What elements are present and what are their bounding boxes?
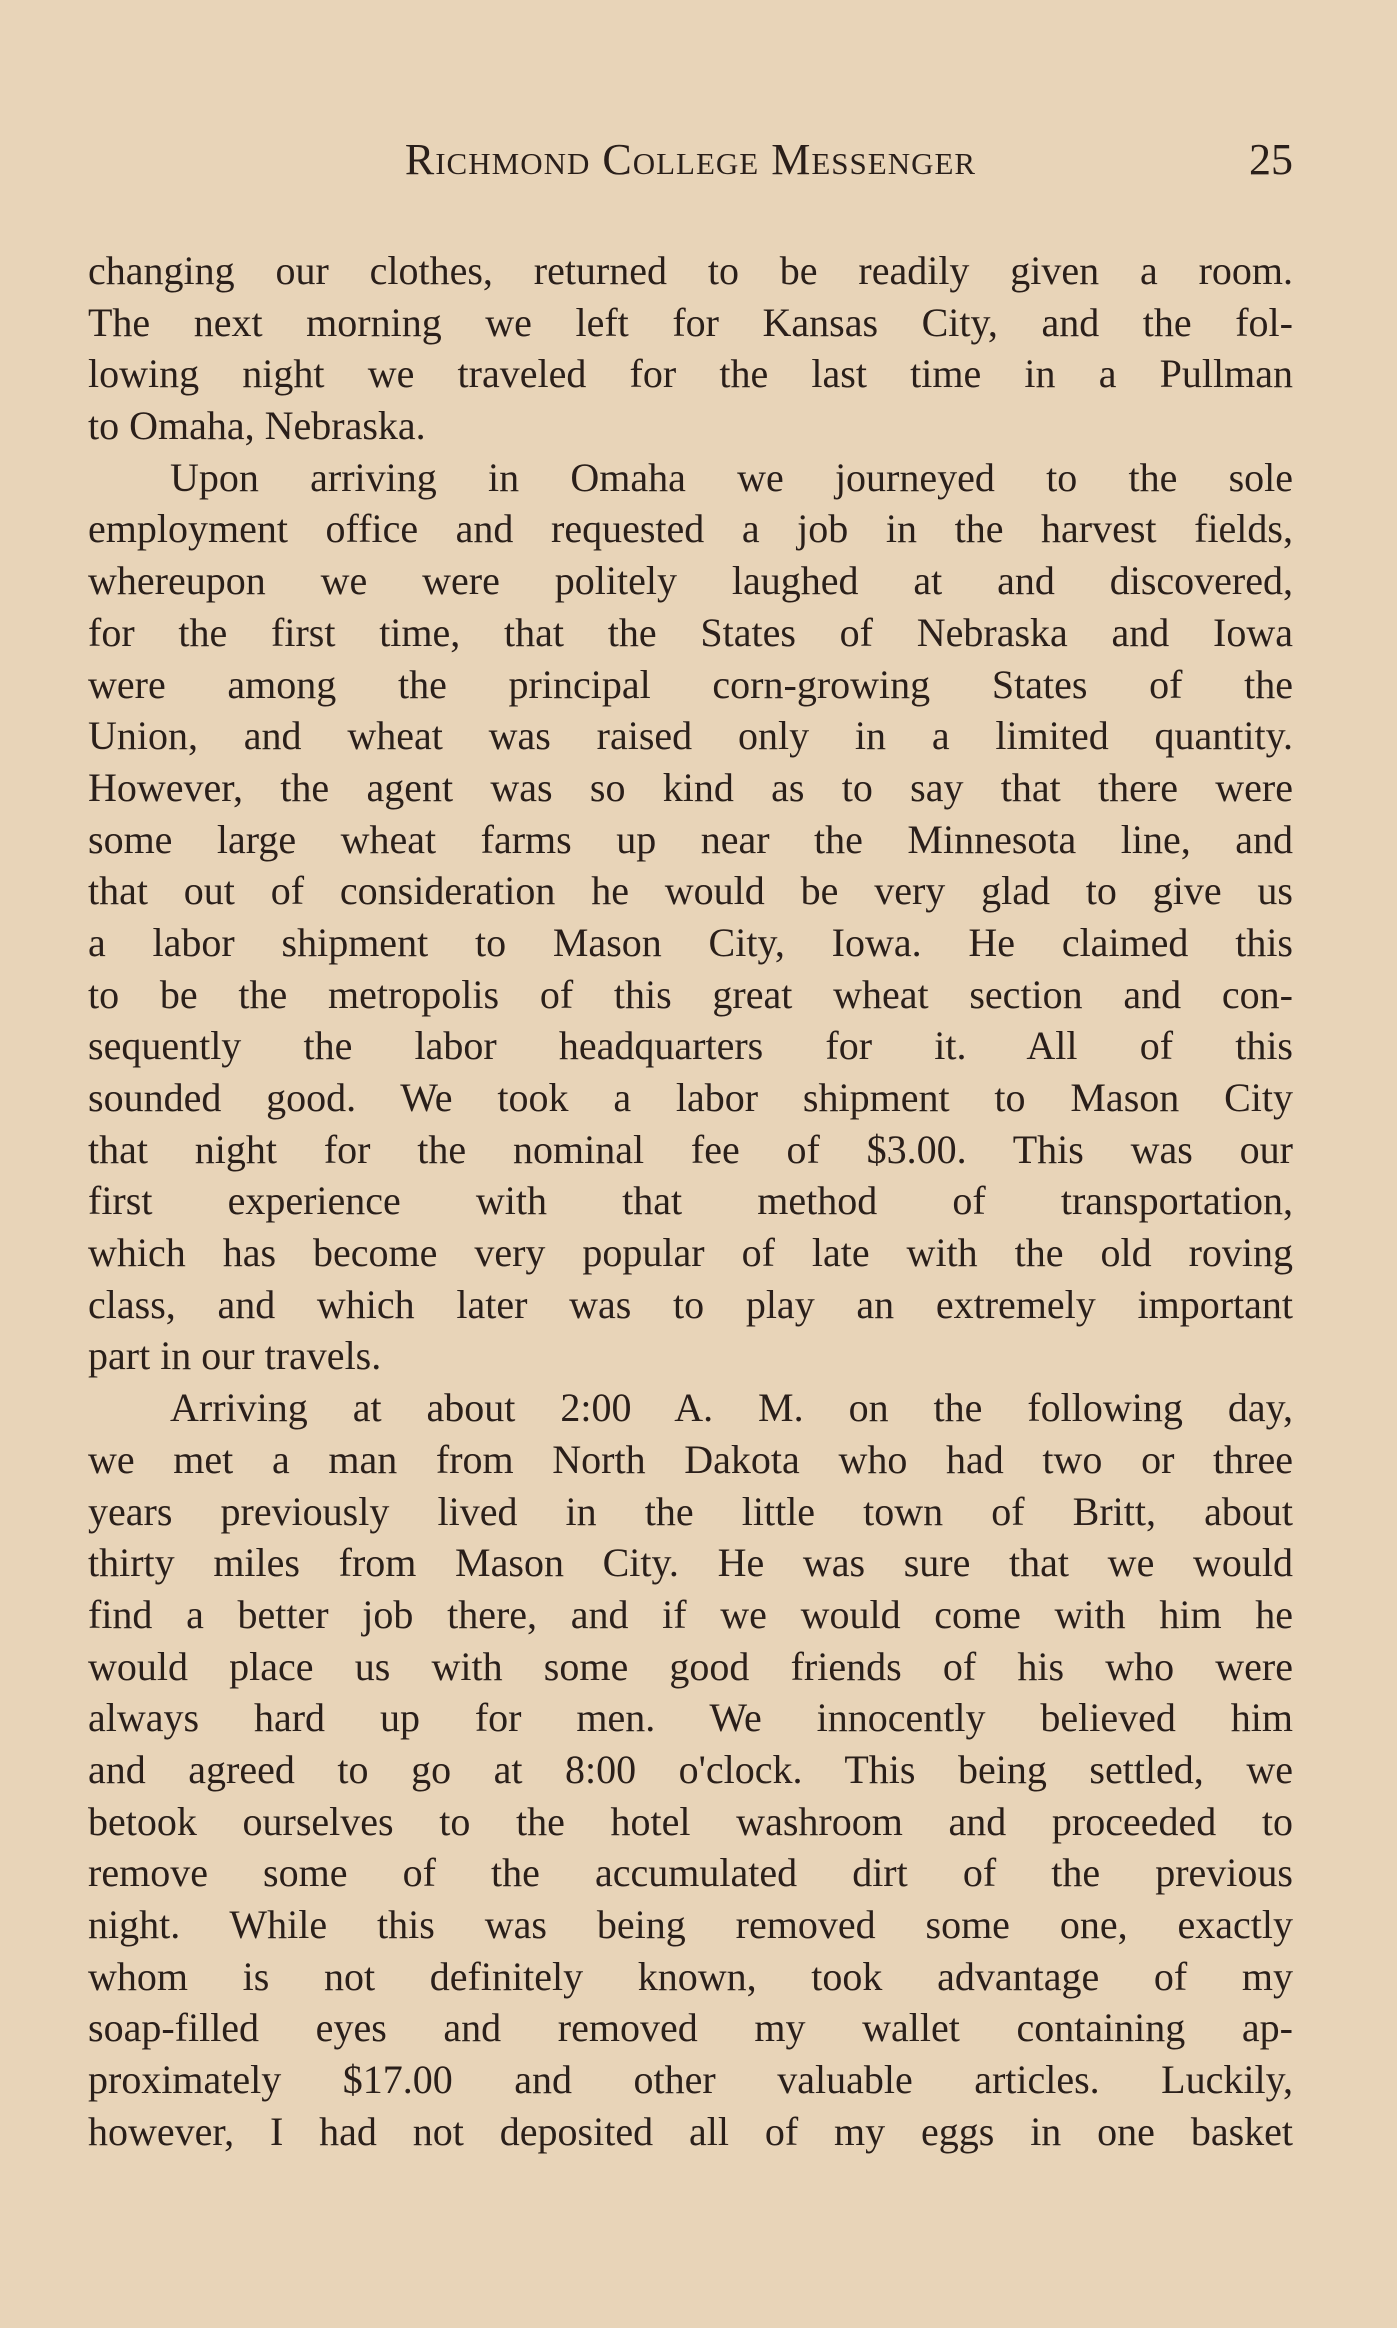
text-line: Arriving at about 2:00 A. M. on the following day,	[170, 1385, 1293, 1431]
text-line: sounded good. We took a labor shipment to Mason City	[88, 1075, 1293, 1120]
text-line: always hard up for men. We innocently believed him	[88, 1695, 1293, 1741]
text-line: some large wheat farms up near the Minnesota line, and	[88, 816, 1293, 862]
text-line: The next morning we left for Kansas City, and the fol-	[88, 299, 1293, 345]
text-line: lowing night we traveled for the last time in a Pullman	[88, 351, 1293, 397]
text-line: betook ourselves to the hotel washroom and proceeded to	[88, 1798, 1293, 1844]
text-line: we met a man from North Dakota who had two or three	[88, 1436, 1293, 1482]
text-line: which has become very popular of late with the old roving	[88, 1230, 1293, 1276]
text-line: however, I had not deposited all of my eggs in one basket	[88, 2108, 1293, 2154]
text-line: a labor shipment to Mason City, Iowa. He claimed this	[88, 919, 1293, 965]
text-line: employment office and requested a job in the harvest fields,	[88, 506, 1293, 552]
text-line: find a better job there, and if we would come with him he	[88, 1591, 1293, 1637]
text-line: for the first time, that the States of Nebraska and Iowa	[88, 609, 1293, 655]
text-line: first experience with that method of transportation,	[88, 1178, 1293, 1224]
text-line: thirty miles from Mason City. He was sure that we would	[88, 1540, 1293, 1586]
text-line: class, and which later was to play an extremely important	[88, 1281, 1293, 1327]
text-line: whom is not definitely known, took advantage of my	[88, 1953, 1293, 1999]
text-line: changing our clothes, returned to be readily given a room.	[88, 248, 1293, 293]
text-line: that out of consideration he would be very glad to give us	[88, 868, 1293, 914]
text-line: and agreed to go at 8:00 o'clock. This being settled, we	[88, 1746, 1293, 1792]
running-head	[88, 130, 1293, 190]
text-line: night. While this was being removed some one, exactly	[88, 1902, 1293, 1947]
body-text	[88, 245, 1293, 2157]
text-line: sequently the labor headquarters for it. All of this	[88, 1023, 1293, 1069]
text-line: soap-filled eyes and removed my wallet containing ap-	[88, 2005, 1293, 2051]
text-line: Upon arriving in Omaha we journeyed to the sole	[170, 454, 1293, 500]
page-number: 25	[1249, 135, 1293, 184]
text-line: whereupon we were politely laughed at and discovered,	[88, 558, 1293, 604]
page	[88, 0, 1293, 2328]
text-line: part in our travels.	[88, 1333, 382, 1379]
text-line: proximately $17.00 and other valuable articles. Luckily,	[88, 2057, 1293, 2103]
text-line: to be the metropolis of this great wheat section and con-	[88, 971, 1293, 1017]
text-line: that night for the nominal fee of $3.00. This was our	[88, 1126, 1293, 1172]
text-line: years previously lived in the little town of Britt, about	[88, 1488, 1293, 1534]
text-line: However, the agent was so kind as to say that there were	[88, 764, 1293, 810]
running-title: Richmond College Messenger	[404, 135, 977, 184]
text-line: remove some of the accumulated dirt of the previous	[88, 1850, 1293, 1896]
text-line: to Omaha, Nebraska.	[88, 403, 426, 449]
text-line: were among the principal corn-growing States of the	[88, 661, 1293, 707]
text-line: Union, and wheat was raised only in a limited quantity.	[88, 713, 1293, 759]
text-line: would place us with some good friends of his who were	[88, 1643, 1293, 1689]
